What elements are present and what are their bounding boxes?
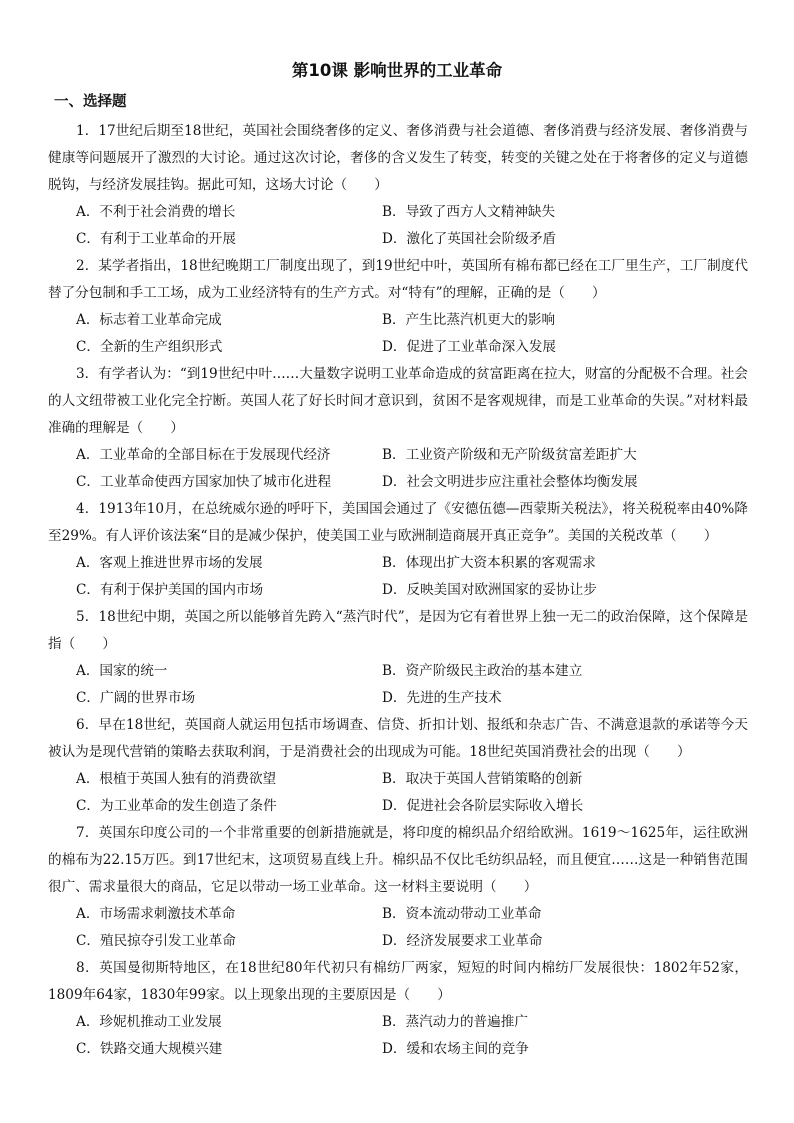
answer-options bbox=[48, 442, 748, 496]
question-stem: 1．17世纪后期至18世纪，英国社会围绕奢侈的定义、奢侈消费与社会道德、奢侈消费与经济发展、奢侈消费与健康等问题展开了激烈的大讨论。通过这次讨论，奢侈的含义发生了转变，转变的关键之处在于将奢侈的定义与道德脱钩，与经济发展挂钩。据此可知，这场大讨论（ ） bbox=[48, 123, 748, 193]
answer-option-a: A．市场需求刺激技术革命 bbox=[76, 906, 236, 922]
answer-option-d: D．促进了工业革命深入发展 bbox=[382, 339, 557, 355]
question-item bbox=[48, 118, 748, 253]
question-stem: 3．有学者认为：“到19世纪中叶……大量数字说明工业革命造成的贫富距离在拉大，财富的分配极不合理。社会的人文纽带被工业化完全拧断。英国人花了好长时间才意识到，贫困不是客观规律，而是工业革命的失误。”对材料最准确的理解是（ ） bbox=[48, 366, 748, 436]
question-item bbox=[48, 712, 748, 820]
answer-option-d: D．反映美国对欧洲国家的妥协让步 bbox=[382, 582, 597, 598]
question-stem: 4．1913年10月，在总统威尔逊的呼吁下，美国国会通过了《安德伍德—西蒙斯关税法》，将关税税率由40%降至29%。有人评价该法案“目的是减少保护，使美国工业与欧洲制造商展开真正竞争”。美国的关税改革（ ） bbox=[48, 501, 748, 544]
answer-option-a: A．标志着工业革命完成 bbox=[76, 312, 222, 328]
answer-option-b: B．蒸汽动力的普遍推广 bbox=[382, 1014, 528, 1030]
answer-option-c: C．工业革命使西方国家加快了城市化进程 bbox=[76, 474, 332, 490]
answer-option-c: C．为工业革命的发生创造了条件 bbox=[76, 798, 277, 814]
answer-options bbox=[48, 199, 748, 253]
answer-option-d: D．促进社会各阶层实际收入增长 bbox=[382, 798, 584, 814]
answer-options bbox=[48, 1009, 748, 1063]
answer-option-d: D．激化了英国社会阶级矛盾 bbox=[382, 231, 557, 247]
answer-option-d: D．先进的生产技术 bbox=[382, 690, 502, 706]
answer-option-a: A．国家的统一 bbox=[76, 663, 168, 679]
answer-option-c: C．有利于保护美国的国内市场 bbox=[76, 582, 264, 598]
answer-option-c: C．铁路交通大规模兴建 bbox=[76, 1041, 223, 1057]
answer-option-c: C．殖民掠夺引发工业革命 bbox=[76, 933, 236, 949]
question-item bbox=[48, 955, 748, 1063]
question-stem: 7．英国东印度公司的一个非常重要的创新措施就是，将印度的棉织品介绍给欧洲。1619～1625年，运往欧洲的棉布为22.15万匹。到17世纪末，这项贸易直线上升。棉织品不仅比毛纺织品轻，而且便宜……这是一种销售范围很广、需求量很大的商品，它足以带动一场工业革命。这一材料主要说明（ ） bbox=[48, 825, 748, 895]
answer-option-b: B．取决于英国人营销策略的创新 bbox=[382, 771, 583, 787]
answer-option-a: A．客观上推进世界市场的发展 bbox=[76, 555, 263, 571]
answer-option-b: B．产生比蒸汽机更大的影响 bbox=[382, 312, 556, 328]
answer-option-b: B．导致了西方人文精神缺失 bbox=[382, 204, 556, 220]
answer-option-d: D．社会文明进步应注重社会整体均衡发展 bbox=[382, 474, 638, 490]
question-item bbox=[48, 604, 748, 712]
answer-option-c: C．全新的生产组织形式 bbox=[76, 339, 223, 355]
question-item bbox=[48, 820, 748, 955]
answer-option-b: B．资产阶级民主政治的基本建立 bbox=[382, 663, 583, 679]
lesson-title: 第10课 影响世界的工业革命 bbox=[291, 61, 503, 80]
question-stem: 8．英国曼彻斯特地区，在18世纪80年代初只有棉纺厂两家，短短的时间内棉纺厂发展很快：1802年52家，1809年64家，1830年99家。以上现象出现的主要原因是（ ） bbox=[48, 960, 748, 1003]
answer-option-b: B．资本流动带动工业革命 bbox=[382, 906, 542, 922]
question-item bbox=[48, 361, 748, 496]
answer-option-d: D．缓和农场主间的竞争 bbox=[382, 1041, 529, 1057]
answer-options bbox=[48, 550, 748, 604]
question-stem: 2．某学者指出，18世纪晚期工厂制度出现了，到19世纪中叶，英国所有棉布都已经在工厂里生产，工厂制度代替了分包制和手工工场，成为工业经济特有的生产方式。对“特有”的理解，正确的是（ ） bbox=[48, 258, 748, 301]
question-item bbox=[48, 496, 748, 604]
answer-options bbox=[48, 766, 748, 820]
answer-option-a: A．工业革命的全部目标在于发展现代经济 bbox=[76, 447, 331, 463]
answer-option-c: C．广阔的世界市场 bbox=[76, 690, 196, 706]
answer-option-d: D．经济发展要求工业革命 bbox=[382, 933, 543, 949]
answer-option-b: B．体现出扩大资本积累的客观需求 bbox=[382, 555, 596, 571]
answer-options bbox=[48, 658, 748, 712]
section-heading: 一、选择题 bbox=[54, 94, 127, 110]
answer-options bbox=[48, 307, 748, 361]
answer-option-b: B．工业资产阶级和无产阶级贫富差距扩大 bbox=[382, 447, 637, 463]
question-stem: 6．早在18世纪，英国商人就运用包括市场调查、信贷、折扣计划、报纸和杂志广告、不满意退款的承诺等今天被认为是现代营销的策略去获取利润，于是消费社会的出现成为可能。18世纪英国消费社会的出现（ ） bbox=[48, 717, 748, 760]
answer-option-a: A．珍妮机推动工业发展 bbox=[76, 1014, 222, 1030]
answer-option-c: C．有利于工业革命的开展 bbox=[76, 231, 236, 247]
question-list bbox=[48, 118, 748, 1063]
question-stem: 5．18世纪中期，英国之所以能够首先跨入“蒸汽时代”，是因为它有着世界上独一无二的政治保障，这个保障是指（ ） bbox=[48, 609, 748, 652]
question-item bbox=[48, 253, 748, 361]
answer-option-a: A．根植于英国人独有的消费欲望 bbox=[76, 771, 277, 787]
answer-option-a: A．不利于社会消费的增长 bbox=[76, 204, 236, 220]
answer-options bbox=[48, 901, 748, 955]
